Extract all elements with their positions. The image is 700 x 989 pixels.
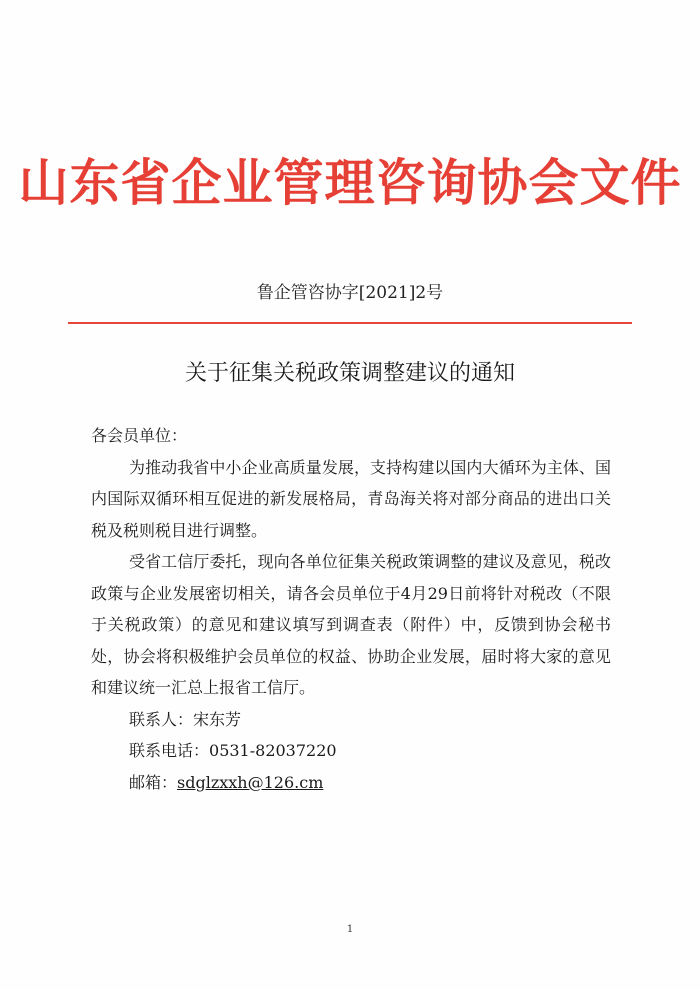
email-link[interactable]: sdglzxxh@126.cm <box>177 772 324 792</box>
contact-person-line <box>91 704 611 736</box>
document-number: 鲁企管咨协字[2021]2号 <box>256 283 444 303</box>
notice-body <box>91 420 611 798</box>
salutation: 各会员单位： <box>91 426 188 445</box>
issuer-title: 山东省企业管理咨询协会文件 <box>18 153 682 212</box>
contact-phone-line <box>91 735 611 767</box>
contact-phone-label: 联系电话： <box>129 741 210 760</box>
contact-person-label: 联系人： <box>129 709 194 729</box>
page-number: 1 <box>346 924 354 935</box>
email-label: 邮箱： <box>129 772 178 792</box>
notice-title: 关于征集关税政策调整建议的通知 <box>184 361 515 386</box>
contact-phone-value: 0531-82037220 <box>209 741 337 760</box>
red-divider-line <box>68 322 632 324</box>
email-line <box>91 767 611 799</box>
paragraph-1: 为推动我省中小企业高质量发展，支持构建以国内大循环为主体、国内国际双循环相互促进的新发展格局，青岛海关将对部分商品的进出口关税及税则税目进行调整。 <box>91 457 611 540</box>
contact-person-value: 宋东芳 <box>193 709 242 729</box>
paragraph-2: 受省工信厅委托，现向各单位征集关税政策调整的建议及意见，税改政策与企业发展密切相关，请各会员单位于4月29日前将针对税改（不限于关税政策）的意见和建议填写到调查表（附件）中，反馈到协会秘书处，协会将积极维护会员单位的权益、协助企业发展，届时将大家的意见和建议统一汇总上报省工信厅。 <box>91 552 611 697</box>
